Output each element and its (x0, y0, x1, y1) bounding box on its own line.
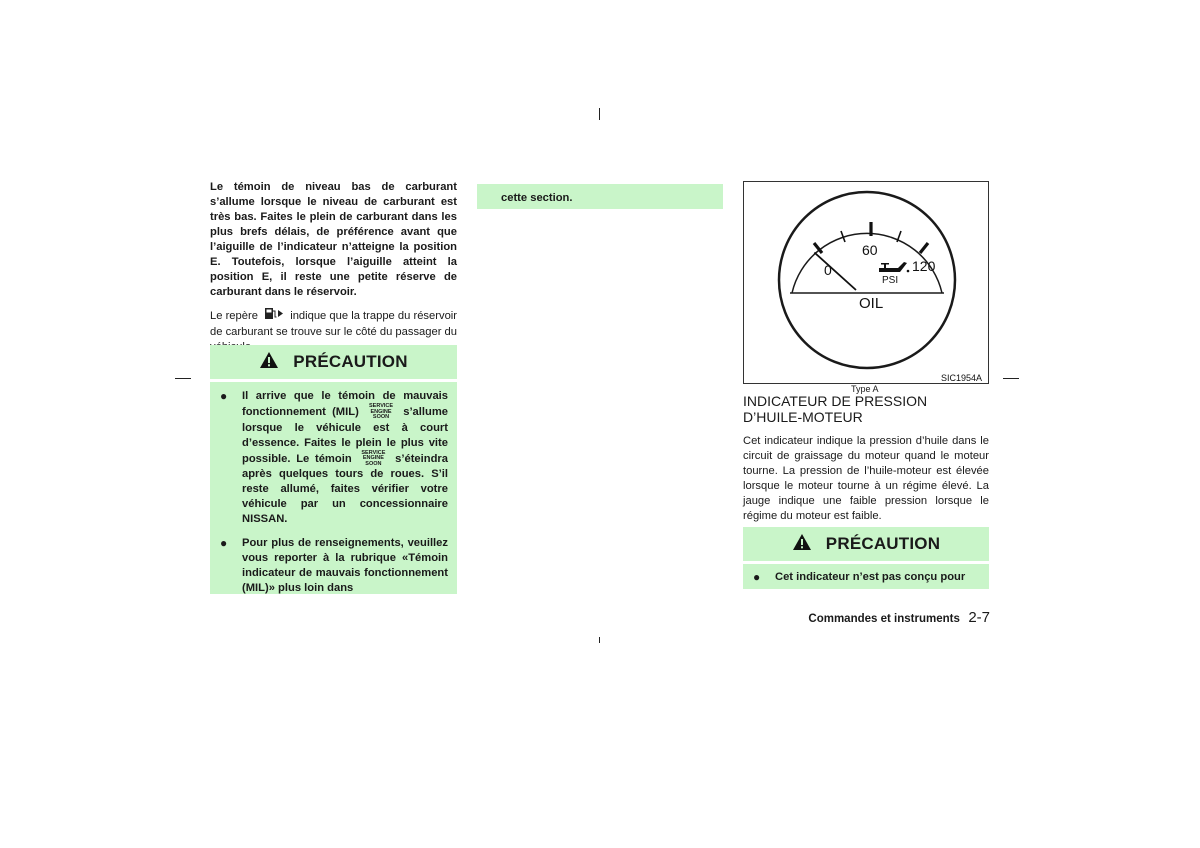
gauge-label-0: 0 (824, 262, 832, 278)
caution-header-left (210, 345, 457, 379)
list-item: ● Cet indicateur n’est pas conçu pour (753, 570, 966, 584)
fuel-door-paragraph: Le repère indique que la trappe du réservoir de carburant se trouve sur le côté du passager du (210, 307, 457, 355)
oil-gauge (744, 182, 988, 383)
section-heading: INDICATEUR DE PRESSION D’HUILE-MOTEUR (743, 393, 928, 425)
warning-triangle-icon (259, 351, 279, 374)
caution-header-right (743, 527, 989, 561)
oil-gauge-figure (743, 181, 989, 384)
page-footer (790, 609, 990, 627)
low-fuel-paragraph: Le témoin de niveau bas de carburant s’allume lorsque le niveau de carburant est très bas. Faites le plein de carburant dans les plus brefs délais, de préférence avant que l’aiguille de l’indicateur n’atteigne la position E. Toutefois, lorsque l’aiguille atteint la position E, il reste une petite réserve de carburant dans le réservoir. (210, 181, 457, 298)
crop-mark-top (599, 108, 600, 120)
service-engine-soon-icon: SERVICE ENGINE SOON (368, 403, 394, 420)
left-column (210, 180, 457, 355)
crop-mark-right (1003, 378, 1019, 379)
continued-text: cette section. (501, 192, 573, 204)
continued-caution-box (477, 184, 723, 209)
service-engine-soon-icon: SERVICE ENGINE SOON (361, 449, 386, 467)
oil-pressure-paragraph: Cet indicateur indique la pression d’huile dans le circuit de graissage du moteur quand le moteur tourne. La pression de l’huile-moteur est élevée lorsque le moteur tourne à un régime élevé. La jauge indique une faible pression lorsque le régime du moteur est faible. (743, 435, 989, 522)
gauge-label-120: 120 (912, 258, 936, 274)
caution-body-right (743, 564, 989, 589)
list-item: ● Pour plus de renseignements, veuillez vous reporter à la rubrique «Témoin indicateur de mauvais fonctionnement (MIL)» plus loin dans (220, 536, 448, 594)
gauge-unit: PSI (882, 275, 899, 286)
warning-triangle-icon (792, 533, 812, 556)
gauge-name: OIL (859, 295, 884, 312)
caution-title: PRÉCAUTION (825, 534, 941, 553)
type-label: Type A (851, 384, 879, 394)
fuel-door-icon (264, 307, 284, 325)
list-item: ● Il arrive que le témoin de mauvais fonctionnement (MIL) SERVICE ENGINE SOON s’allume lorsque le véhicule est à court d’essence. Faites le plein le plus vite possible. Le témoin SERVICE ENGINE SOON s’éteindra après quelques tours de roues. S’il reste allumé, faites vérifier votre véhicule par un concessionnaire NISSAN. (220, 389, 448, 525)
caution-body-left (210, 382, 457, 594)
caution-title: PRÉCAUTION (293, 352, 408, 371)
footer-section-title: Commandes et instruments (808, 613, 960, 625)
figure-code: SIC1954A (941, 373, 983, 383)
crop-mark-bottom (599, 637, 600, 643)
gauge-label-60: 60 (862, 242, 878, 258)
crop-mark-left (175, 378, 191, 379)
page-number: 2-7 (968, 609, 990, 626)
